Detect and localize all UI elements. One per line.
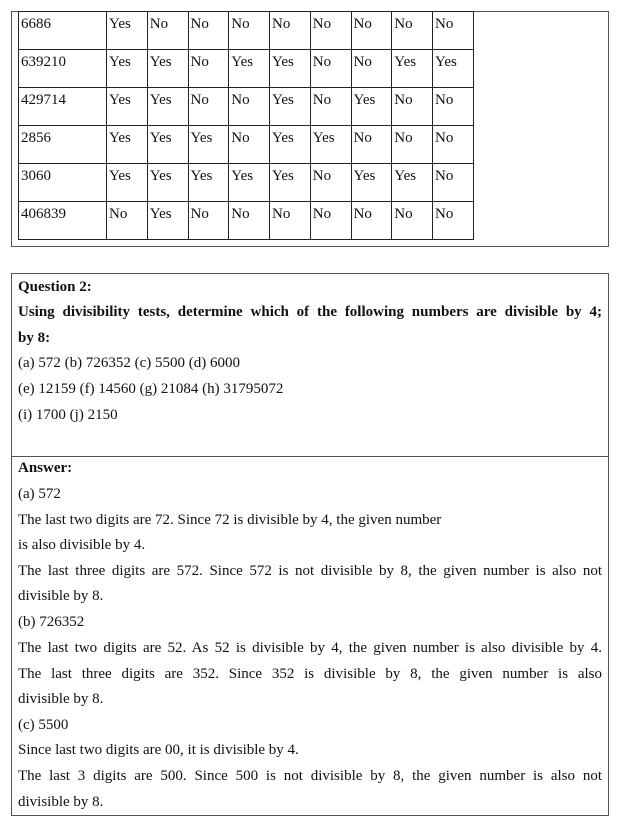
- answer-line: divisible by 8.: [18, 794, 104, 810]
- answer-line: The last two digits are 72. Since 72 is divisible by 4, the given number: [18, 512, 442, 528]
- result-cell: [188, 202, 229, 240]
- result-cell: [310, 50, 351, 88]
- result-cell: [229, 12, 270, 50]
- cell-text: No: [190, 16, 209, 32]
- answer-line: The last three digits are 572. Since 572 is not divisible by 8, the given number is also not: [18, 563, 602, 579]
- cell-text: 429714: [21, 92, 66, 108]
- result-cell: [107, 126, 148, 164]
- cell-text: Yes: [149, 206, 172, 222]
- cell-text: Yes: [149, 54, 172, 70]
- number-cell: [19, 126, 107, 164]
- cell-text: No: [190, 206, 209, 222]
- result-cell: [433, 88, 474, 126]
- divisibility-table: [18, 11, 474, 240]
- cell-text: No: [190, 92, 209, 108]
- answer-line: The last two digits are 52. As 52 is divisible by 4, the given number is also divisible by 4.: [18, 640, 602, 656]
- number-cell: [19, 50, 107, 88]
- number-cell: [19, 202, 107, 240]
- cell-text: 406839: [21, 206, 66, 222]
- result-cell: [310, 88, 351, 126]
- cell-text: No: [435, 168, 454, 184]
- result-cell: [351, 88, 392, 126]
- cell-text: Yes: [231, 54, 254, 70]
- answer-line: (a) 572: [18, 486, 61, 502]
- cell-text: No: [272, 16, 291, 32]
- cell-text: Yes: [149, 92, 172, 108]
- cell-text: Yes: [353, 168, 376, 184]
- cell-text: No: [435, 206, 454, 222]
- result-cell: [188, 50, 229, 88]
- result-cell: [229, 164, 270, 202]
- result-cell: [188, 164, 229, 202]
- cell-text: No: [231, 130, 250, 146]
- answer-line: (c) 5500: [18, 717, 69, 733]
- question-options-line-3: (i) 1700 (j) 2150: [18, 407, 118, 423]
- result-cell: [270, 164, 311, 202]
- cell-text: Yes: [109, 16, 131, 32]
- result-cell: [392, 164, 433, 202]
- result-cell: [310, 126, 351, 164]
- table-row: [19, 88, 474, 126]
- cell-text: No: [394, 92, 413, 108]
- result-cell: [351, 50, 392, 88]
- answer-line: The last 3 digits are 500. Since 500 is not divisible by 8, the given number is also not: [18, 768, 602, 784]
- result-cell: [147, 126, 188, 164]
- question-prompt-line-1: Using divisibility tests, determine which of the following numbers are divisible by 4;: [18, 304, 602, 320]
- cell-text: Yes: [190, 130, 213, 146]
- cell-text: No: [394, 130, 413, 146]
- result-cell: [107, 12, 148, 50]
- cell-text: Yes: [190, 168, 213, 184]
- cell-text: No: [272, 206, 291, 222]
- answer-line: divisible by 8.: [18, 691, 104, 707]
- result-cell: [392, 12, 433, 50]
- result-cell: [147, 164, 188, 202]
- cell-text: No: [149, 16, 169, 32]
- result-cell: [433, 126, 474, 164]
- cell-text: No: [312, 206, 332, 222]
- table-row: [19, 126, 474, 164]
- cell-text: Yes: [231, 168, 254, 184]
- cell-text: Yes: [109, 130, 131, 146]
- table-row: [19, 164, 474, 202]
- cell-text: No: [435, 16, 454, 32]
- cell-text: No: [435, 130, 454, 146]
- result-cell: [392, 50, 433, 88]
- result-cell: [310, 164, 351, 202]
- cell-text: Yes: [394, 168, 417, 184]
- cell-text: Yes: [149, 130, 172, 146]
- result-cell: [270, 12, 311, 50]
- cell-text: No: [312, 92, 332, 108]
- cell-text: No: [190, 54, 209, 70]
- cell-text: No: [353, 206, 372, 222]
- table-row: [19, 12, 474, 50]
- cell-text: Yes: [394, 54, 417, 70]
- result-cell: [229, 50, 270, 88]
- answer-line: divisible by 8.: [18, 588, 104, 604]
- cell-text: Yes: [109, 92, 131, 108]
- number-cell: [19, 164, 107, 202]
- result-cell: [433, 164, 474, 202]
- cell-text: No: [394, 206, 413, 222]
- result-cell: [188, 88, 229, 126]
- cell-text: No: [312, 168, 332, 184]
- cell-text: Yes: [272, 168, 294, 184]
- answer-title: Answer:: [18, 460, 73, 476]
- result-cell: [351, 164, 392, 202]
- cell-text: No: [394, 16, 413, 32]
- cell-text: No: [435, 92, 454, 108]
- cell-text: Yes: [272, 54, 294, 70]
- cell-text: Yes: [435, 54, 457, 70]
- cell-text: No: [231, 92, 250, 108]
- result-cell: [351, 202, 392, 240]
- cell-text: Yes: [272, 130, 294, 146]
- result-cell: [351, 126, 392, 164]
- result-cell: [107, 88, 148, 126]
- result-cell: [392, 88, 433, 126]
- cell-text: Yes: [353, 92, 376, 108]
- cell-text: 639210: [21, 54, 66, 70]
- result-cell: [188, 12, 229, 50]
- result-cell: [270, 88, 311, 126]
- result-cell: [270, 202, 311, 240]
- table-row: [19, 50, 474, 88]
- cell-text: 3060: [21, 168, 51, 184]
- cell-text: Yes: [109, 168, 131, 184]
- section-divider: [12, 456, 608, 457]
- question-options-line-1: (a) 572 (b) 726352 (c) 5500 (d) 6000: [18, 355, 241, 371]
- result-cell: [433, 12, 474, 50]
- cell-text: No: [312, 16, 332, 32]
- result-cell: [270, 50, 311, 88]
- result-cell: [351, 12, 392, 50]
- table-row: [19, 202, 474, 240]
- divisibility-table-box: [11, 11, 609, 247]
- cell-text: No: [312, 54, 332, 70]
- cell-text: No: [231, 206, 250, 222]
- cell-text: No: [353, 54, 372, 70]
- answer-line: (b) 726352: [18, 614, 85, 630]
- result-cell: [188, 126, 229, 164]
- cell-text: No: [353, 130, 372, 146]
- result-cell: [107, 50, 148, 88]
- result-cell: [229, 202, 270, 240]
- result-cell: [433, 50, 474, 88]
- result-cell: [433, 202, 474, 240]
- result-cell: [392, 126, 433, 164]
- cell-text: Yes: [272, 92, 294, 108]
- cell-text: No: [109, 206, 128, 222]
- cell-text: No: [231, 16, 250, 32]
- result-cell: [310, 12, 351, 50]
- answer-line: The last three digits are 352. Since 352 is divisible by 8, the given number is also: [18, 666, 602, 682]
- result-cell: [107, 164, 148, 202]
- cell-text: No: [353, 16, 372, 32]
- answer-line: is also divisible by 4.: [18, 537, 146, 553]
- cell-text: Yes: [149, 168, 172, 184]
- number-cell: [19, 88, 107, 126]
- question-prompt-line-2: by 8:: [18, 330, 51, 346]
- number-cell: [19, 12, 107, 50]
- result-cell: [229, 126, 270, 164]
- result-cell: [229, 88, 270, 126]
- result-cell: [147, 50, 188, 88]
- cell-text: Yes: [312, 130, 335, 146]
- cell-text: Yes: [109, 54, 131, 70]
- question-title: Question 2:: [18, 279, 92, 295]
- cell-text: 6686: [21, 16, 51, 32]
- answer-line: Since last two digits are 00, it is divisible by 4.: [18, 742, 299, 758]
- result-cell: [147, 202, 188, 240]
- result-cell: [107, 202, 148, 240]
- cell-text: 2856: [21, 130, 51, 146]
- result-cell: [310, 202, 351, 240]
- result-cell: [147, 88, 188, 126]
- result-cell: [147, 12, 188, 50]
- question-answer-box: [11, 273, 609, 816]
- result-cell: [270, 126, 311, 164]
- result-cell: [392, 202, 433, 240]
- question-options-line-2: (e) 12159 (f) 14560 (g) 21084 (h) 31795072: [18, 381, 284, 397]
